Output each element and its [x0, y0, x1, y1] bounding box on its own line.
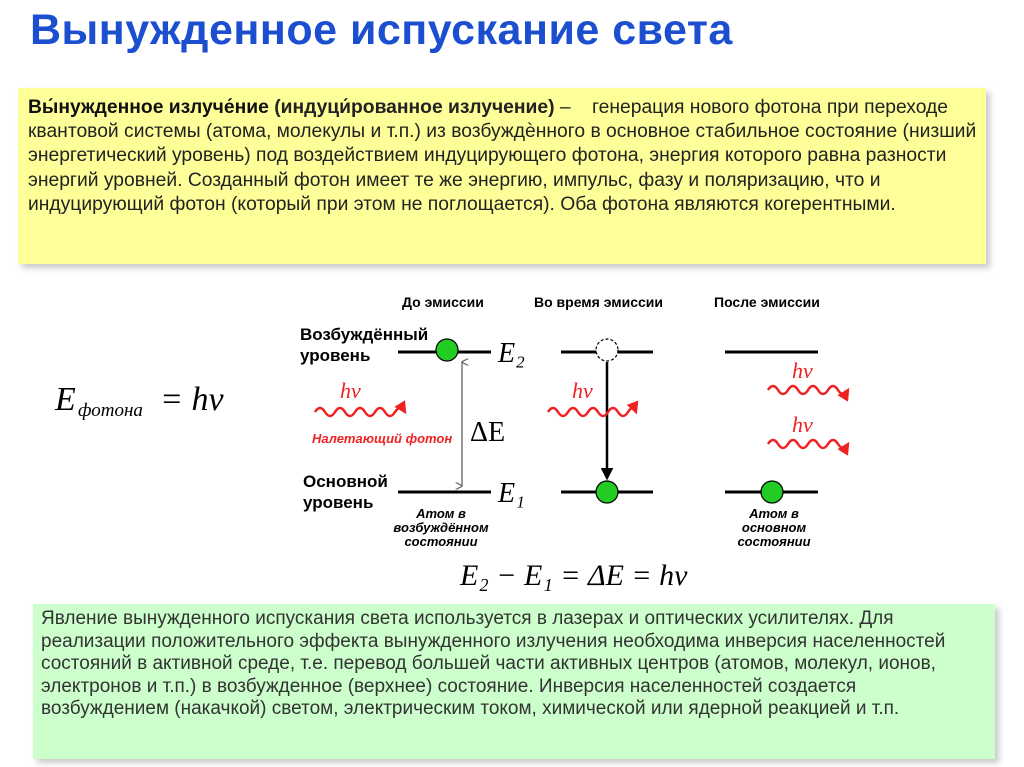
atom-excited-before	[436, 339, 458, 361]
definition-dash: –	[559, 97, 571, 118]
definition-text: генерация нового фотона при переходе квантовой системы (атома, молекулы и т.п.) из возбуждѐнного в основное стабильное состояние (низший энергетический уровень) под воздействием индуцирующего фотона, энергия которого равна разности энергий уровней. Созданный фотон имеет те же энергию, импульс, фазу и поляризацию, что и индуцирующий фотон (который при этом не поглощается). Оба фотона являются когерентными.	[28, 97, 977, 215]
ground-level-label-1: Основной	[303, 472, 388, 491]
energy-formula: E₂ − E₁ = ΔE = hν	[460, 559, 688, 592]
definition-term-alt: (индуци́рованное излучение)	[274, 97, 555, 118]
atom-ground-label-3: состоянии	[737, 534, 811, 549]
atom-ground-after	[761, 481, 783, 503]
photon-wave-during	[548, 408, 636, 416]
page-title: Вынужденное испускание света	[30, 6, 733, 54]
stage-label-after: После эмиссии	[714, 294, 820, 310]
formula-rhs: = hν	[160, 381, 224, 418]
excited-level-label-2: уровень	[300, 346, 371, 365]
photon-wave-after-2	[768, 440, 848, 448]
incident-photon-wave	[315, 408, 405, 416]
delta-e-label: ΔE	[470, 417, 506, 448]
hv-label-after-2: hν	[792, 412, 813, 437]
e1-label: E₁	[498, 478, 525, 509]
e2-label: E₂	[498, 338, 525, 369]
incident-photon-label: Налетающий фотон	[312, 431, 453, 446]
atom-ground-label-1: Атом в	[749, 506, 799, 521]
atom-excited-label-3: состоянии	[404, 534, 478, 549]
formula-e: E	[55, 381, 76, 418]
stage-label-before: До эмиссии	[402, 294, 484, 310]
atom-ground-label-2: основном	[741, 520, 807, 535]
stage-label-during: Во время эмиссии	[534, 294, 664, 310]
excited-level-label-1: Возбуждённый	[300, 325, 429, 344]
definition-term: Вы́нужденное излуче́ние	[28, 97, 269, 118]
hv-label-before: hν	[340, 378, 361, 403]
atom-excited-label-1: Атом в	[416, 506, 466, 521]
application-paragraph: Явление вынужденного испускания света используется в лазерах и оптических усилителях. Для реализации положительного эффекта вынужденного излучения необходима инверсия населенностей состояний в активной среде, т.е. перевод большей части активных центров (атомов, молекул, ионов, электронов и т.п.) в возбужденное (верхнее) состояние. Инверсия населенностей создается возбуждением (накачкой) светом, электрическим током, химической или ядерной реакцией и т.п.	[41, 608, 946, 719]
application-box	[33, 604, 995, 759]
atom-ghost-during	[596, 339, 618, 361]
hv-label-after-1: hν	[792, 358, 813, 383]
atom-ground-during	[596, 481, 618, 503]
formula-subscript: фотона	[78, 400, 143, 421]
photon-wave-after-1	[768, 386, 848, 394]
ground-level-label-2: уровень	[303, 493, 374, 512]
atom-excited-label-2: возбуждённом	[393, 520, 489, 535]
hv-label-during: hν	[572, 378, 593, 403]
